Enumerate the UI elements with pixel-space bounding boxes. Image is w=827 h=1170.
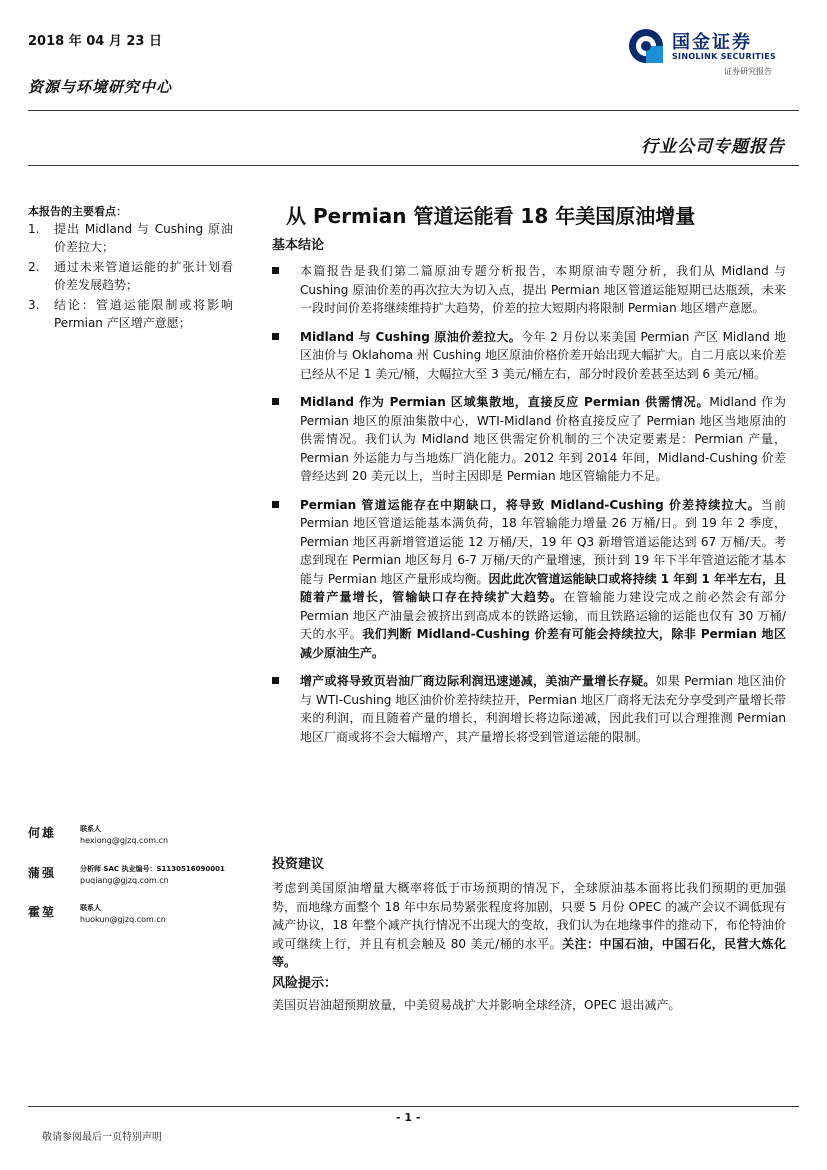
bullet-emphasis-final: 我们判断 Midland-Cushing 价差有可能会持续拉大，除非 Permian 地区减少原油生产。 xyxy=(300,627,786,660)
sinolink-logo xyxy=(628,22,798,82)
bullet-square-icon xyxy=(272,501,279,508)
bullet-lead: Midland 与 Cushing 原油价差拉大。 xyxy=(300,329,522,344)
page-number: - 1 - xyxy=(396,1111,421,1124)
header-rule-bottom xyxy=(28,165,799,166)
bullet-item xyxy=(272,328,786,384)
bullet-item xyxy=(272,262,786,318)
report-type: 行业公司专题报告 xyxy=(641,137,785,157)
key-point-text: 通过未来管道运能的扩张计划看价差发展趋势； xyxy=(54,260,233,292)
key-point-text: 结论：管道运能限制或将影响 Permian 产区增产意愿； xyxy=(54,298,233,330)
logo-text-cn: 国金证券 xyxy=(672,32,752,53)
analyst-email[interactable]: huokun@gjzq.com.cn xyxy=(80,915,166,924)
bullet-square-icon xyxy=(272,677,279,684)
bullet-item xyxy=(272,393,786,486)
analyst-role: 联系人 xyxy=(80,825,101,833)
logo-mark-icon xyxy=(628,28,664,64)
bullet-square-icon xyxy=(272,333,279,340)
analyst-email[interactable]: hexiong@gjzq.com.cn xyxy=(80,836,169,845)
bullet-square-icon xyxy=(272,267,279,274)
investment-focus: 关注：中国石油，中国石化，民营大炼化等。 xyxy=(272,936,786,969)
analyst-email[interactable]: puqiang@gjzq.com.cn xyxy=(80,876,169,885)
bullet-emphasis: 因此此次管道运能缺口或将持续 1 年到 1 年半左右，且随着产量增长，管输缺口存在持续扩大趋势。 xyxy=(300,571,786,604)
analyst-name: 霍堃 xyxy=(28,905,57,919)
conclusion-heading: 基本结论 xyxy=(272,238,325,253)
logo-subtitle: 证券研究报告 xyxy=(724,67,772,76)
logo-text-en: SINOLINK SECURITIES xyxy=(672,52,777,61)
research-center: 资源与环境研究中心 xyxy=(28,78,173,96)
bullet-text: Midland 作为 Permian 地区的原油集散中心，WTI-Midland 价格直接反应了 Permian 地区当地原油的供需情况。我们认为 Midland 地区供需定价机制的三个决定要素是：Permian 产量，Permian 外运能力与当地炼厂消化能力。2012 年到 2014 年间，Midland-Cushing 价差曾经达到 20 美元以上，当时主因即是 Permian 地区管输能力不足。 xyxy=(300,395,786,483)
bullet-item xyxy=(272,496,786,663)
bullet-text: 今年 2 月份以来美国 Permian 产区 Midland 地区油价与 Oklahoma 州 Cushing 地区原油价格价差开始出现大幅扩大。自二月底以来价差已经从不足 1 美元/桶，大幅拉大至 3 美元/桶左右，部分时段价差甚至达到 6 美元/桶。 xyxy=(300,329,786,381)
analyst-role: 分析师 SAC 执业编号：S1130516090001 xyxy=(80,865,225,873)
analyst-name: 何雄 xyxy=(28,826,57,840)
key-point-number: 2. xyxy=(28,260,40,274)
disclaimer: 敬请参阅最后一页特别声明 xyxy=(42,1132,162,1143)
key-point-number: 1. xyxy=(28,222,40,236)
investment-heading: 投资建议 xyxy=(272,857,325,872)
key-point-item xyxy=(28,258,233,294)
report-date: 2018 年 04 月 23 日 xyxy=(28,34,162,49)
bullet-text: 本篇报告是我们第二篇原油专题分析报告，本期原油专题分析，我们从 Midland 与 Cushing 原油价差的再次拉大为切入点，提出 Permian 地区管道运能短期已达瓶颈，未来一段时间价差将继续维持扩大趋势，价差的拉大短期内将限制 Permian 地区增产意愿。 xyxy=(300,264,786,315)
bullet-item xyxy=(272,672,786,746)
bullet-text: 当前 Permian 地区管道运能基本满负荷，18 年管输能力增量 26 万桶/日。到 19 年 2 季度，Permian 地区再新增管道运能 12 万桶/天，19 年 Q3 新增管道运能达到 67 万桶/天。考虑到现在 Permian 地区每月 6-7 万桶/天的产量增速，预计到 19 年下半年管道运能才基本能与 Permian 地区产量形成均衡。 xyxy=(300,497,786,586)
bullet-lead: Midland 作为 Permian 区域集散地，直接反应 Permian 供需情况。 xyxy=(300,395,710,409)
analyst-role: 联系人 xyxy=(80,904,101,912)
analyst-name: 蒲强 xyxy=(28,866,57,880)
report-title: 从 Permian 管道运能看 18 年美国原油增量 xyxy=(286,204,696,228)
conclusion-bullets xyxy=(272,262,786,756)
key-points-title: 本报告的主要看点： xyxy=(28,205,127,218)
key-point-text: 提出 Midland 与 Cushing 原油价差拉大； xyxy=(54,222,233,254)
key-point-number: 3. xyxy=(28,298,40,312)
risk-heading: 风险提示： xyxy=(272,976,338,991)
investment-paragraph xyxy=(272,879,786,972)
investment-text: 考虑到美国原油增量大概率将低于市场预期的情况下，全球原油基本面将比我们预期的更加强势，而地缘方面整个 18 年中东局势紧张程度将加剧，只要 5 月份 OPEC 的减产会议不调低现有减产协议，18 年整个减产执行情况不出现大的变故，我们认为在地缘事件的推动下，布伦特油价或可继续上行，并且有机会触及 80 美元/桶的水平。 xyxy=(272,881,786,951)
footer-rule xyxy=(28,1106,799,1107)
bullet-text-continued: 在管输能力建设完成之前必然会有部分 Permian 地区产油量会被挤出到高成本的铁路运输，而且铁路运输的运能也仅有 30 万桶/天的水平。 xyxy=(300,590,786,641)
bullet-text: 如果 Permian 地区油价与 WTI-Cushing 地区油价价差持续拉开，Permian 地区厂商将无法充分享受到产量增长带来的利润，而且随着产量的增长，利润增长将边际递减，因此我们可以合理推测 Permian 地区厂商或将不会大幅增产，其产量增长将受到管道运能的限制。 xyxy=(300,674,786,744)
key-point-item xyxy=(28,220,233,256)
key-points-list xyxy=(28,220,233,334)
bullet-lead: Permian 管道运能存在中期缺口，将导致 Midland-Cushing 价差持续拉大。 xyxy=(300,497,761,512)
bullet-lead: 增产或将导致页岩油厂商边际利润迅速递减，美油产量增长存疑。 xyxy=(300,674,656,688)
key-point-item xyxy=(28,296,233,332)
risk-text: 美国页岩油超预期放量，中美贸易战扩大并影响全球经济，OPEC 退出减产。 xyxy=(272,998,681,1012)
header-rule-top xyxy=(28,110,799,111)
bullet-square-icon xyxy=(272,398,279,405)
